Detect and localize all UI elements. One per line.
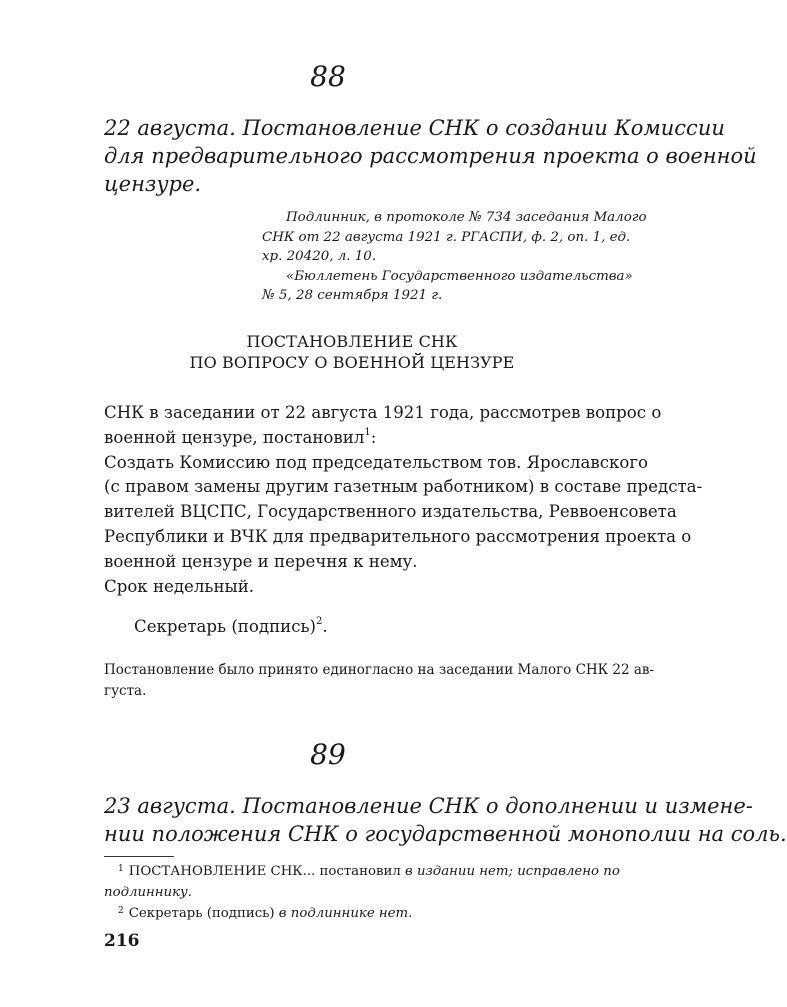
signature-line <box>134 617 328 636</box>
document-heading <box>104 792 787 848</box>
footnote-lead: Секретарь (подпись) <box>128 906 275 921</box>
heading-line: цензуре. <box>104 172 202 196</box>
footnote <box>104 862 620 903</box>
body-line: Срок недельный. <box>104 576 255 596</box>
footnote-line <box>104 862 620 883</box>
decree-title-line: ПОСТАНОВЛЕНИЕ СНК <box>246 332 458 351</box>
note-line: густа. <box>104 683 147 699</box>
note-line: Постановление было принято единогласно на заседании Малого СНК 22 ав- <box>104 662 655 678</box>
footnote-mark: 2 <box>118 906 124 916</box>
signature-end: . <box>322 617 328 636</box>
source-line: СНК от 22 августа 1921 г. РГАСПИ, ф. 2, оп. 1, ед. <box>262 229 631 245</box>
footnote-comment: в подлиннике нет. <box>274 906 413 921</box>
footnote-lead: ПОСТАНОВЛЕНИЕ СНК... постановил <box>128 864 401 879</box>
footnote-comment: подлиннику. <box>104 885 192 900</box>
decree-title <box>0 331 704 373</box>
source-line: Подлинник, в протоколе № 734 заседания Малого <box>286 210 647 225</box>
document-number: 88 <box>310 60 346 93</box>
source-line: хр. 20420, л. 10. <box>262 249 377 264</box>
footnote-ref: 2 <box>316 616 323 628</box>
heading-line: 23 августа. Постановление СНК о дополнении и измене- <box>104 794 753 818</box>
body-line <box>104 426 598 451</box>
footnote-ref: 1 <box>364 427 371 439</box>
document-heading <box>104 114 757 198</box>
page-number: 216 <box>104 931 140 951</box>
signature-text: Секретарь (подпись) <box>134 617 316 636</box>
editorial-note <box>104 660 655 702</box>
heading-line: для предварительного рассмотрения проекта о военной <box>104 144 757 168</box>
body-line: СНК в заседании от 22 августа 1921 года, рассмотрев вопрос о <box>104 403 662 422</box>
body-text-fragment: : <box>370 427 377 447</box>
source-line: № 5, 28 сентября 1921 г. <box>262 288 443 303</box>
body-line: военной цензуре и перечня к нему. <box>104 551 418 571</box>
footnote-line <box>104 883 598 903</box>
footnote-mark: 1 <box>118 864 124 874</box>
footnote-line <box>104 904 598 925</box>
body-line: Республики и ВЧК для предварительного рассмотрения проекта о <box>104 526 692 546</box>
source-reference <box>262 208 647 306</box>
body-line: (с правом замены другим газетным работником) в составе предста- <box>104 477 703 497</box>
heading-line: 22 августа. Постановление СНК о создании Комиссии <box>104 116 725 140</box>
source-line: «Бюллетень Государственного издательства» <box>286 268 633 284</box>
body-line: Создать Комиссию под председательством тов. Ярославского <box>104 452 649 472</box>
body-line: вителей ВЦСПС, Государственного издательства, Реввоенсовета <box>104 502 677 522</box>
heading-line: нии положения СНК о государственной монополии на соль. <box>104 822 787 846</box>
document-number: 89 <box>310 738 346 771</box>
decree-title-line: ПО ВОПРОСУ О ВОЕННОЙ ЦЕНЗУРЕ <box>189 353 515 372</box>
footnote-separator <box>104 856 174 857</box>
decree-body <box>104 401 703 599</box>
footnote <box>104 904 598 925</box>
body-text-fragment: военной цензуре, постановил <box>104 427 365 447</box>
footnote-comment: в издании нет; исправлено по <box>400 864 620 879</box>
